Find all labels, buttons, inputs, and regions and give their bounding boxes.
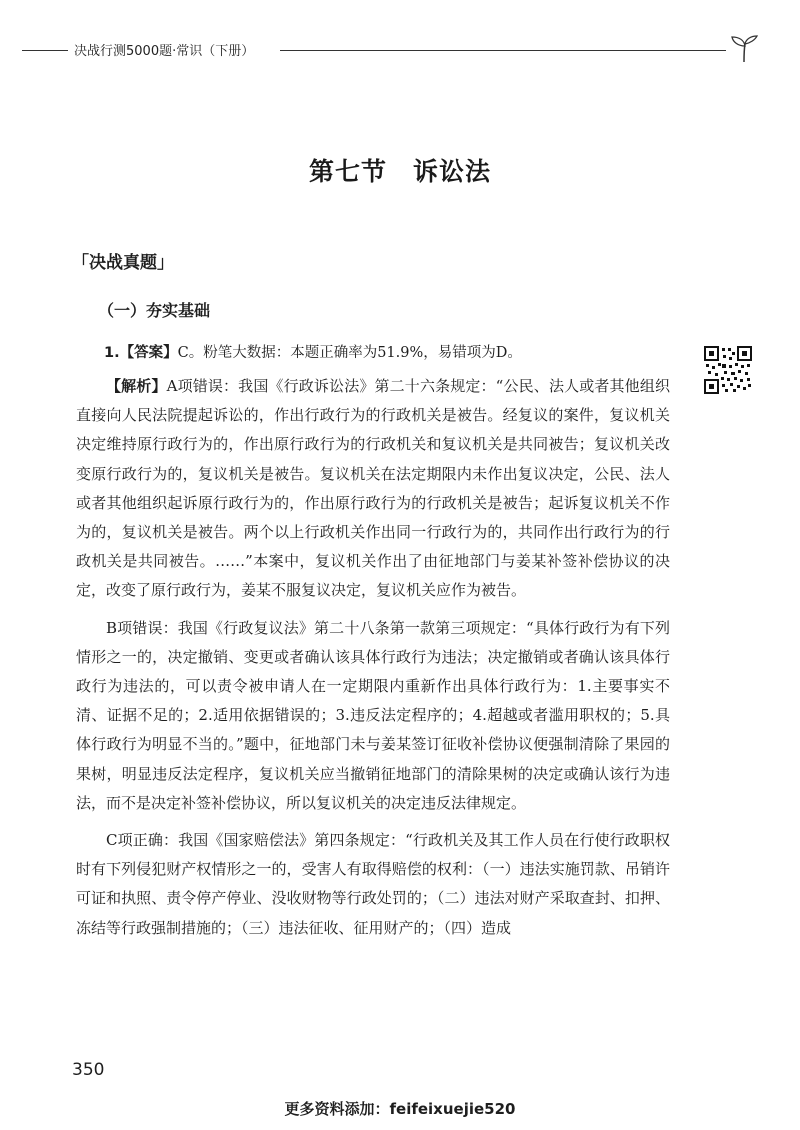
block-heading: 「决战真题」 [72, 253, 174, 273]
qr-code [704, 346, 752, 394]
running-header [0, 38, 800, 62]
analysis-content [76, 372, 670, 951]
book-title: 决战行测5000题·常识（下册） [74, 44, 255, 59]
sprout-icon [728, 34, 762, 64]
analysis-paragraph: C项正确：我国《国家赔偿法》第四条规定：“行政机关及其工作人员在行使行政职权时有下列侵犯财产权情形之一的，受害人有取得赔偿的权利：（一）违法实施罚款、吊销许可证和执照、责令停产停业、没收财物等行政处罚的；（二）违法对财产采取查封、扣押、冻结等行政强制措施的；（三）违法征收、征用财产的；（四）造成 [76, 831, 670, 937]
analysis-paragraph: 【解析】A项错误：我国《行政诉讼法》第二十六条规定：“公民、法人或者其他组织直接向人民法院提起诉讼的，作出行政行为的行政机关是被告。经复议的案件，复议机关决定维持原行政行为的，作出原行政行为的行政机关和复议机关是共同被告；复议机关改变原行政行为的，复议机关是被告。复议机关在法定期限内未作出复议决定，公民、法人或者其他组织起诉原行政行为的，作出原行政行为的行政机关是被告；起诉复议机关不作为的，复议机关是被告。两个以上行政机关作出同一行政行为的，共同作出行政行为的行政机关是共同被告。……”本案中，复议机关作出了由征地部门与姜某补签补偿协议的决定，改变了原行政行为，姜某不服复议决定，复议机关应作为被告。 [76, 377, 670, 600]
section-title [0, 152, 800, 188]
footer-note: 更多资料添加：feifeixuejie520 [284, 1100, 516, 1118]
answer-line [104, 341, 522, 362]
sub-heading: （一）夯实基础 [98, 301, 211, 320]
section-name: 诉讼法 [413, 157, 492, 186]
answer-text: C。粉笔大数据：本题正确率为51.9%，易错项为D。 [177, 345, 522, 361]
analysis-paragraph: B项错误：我国《行政复议法》第二十八条第一款第三项规定：“具体行政行为有下列情形之一的，决定撤销、变更或者确认该具体行政行为违法；决定撤销或者确认该具体行政行为违法的，可以责令被申请人在一定期限内重新作出具体行政行为：1.主要事实不清、证据不足的；2.适用依据错误的；3.违反法定程序的；4.超越或者滥用职权的；5.具体行政行为明显不当的。”题中，征地部门未与姜某签订征收补偿协议便强制清除了果园的果树，明显违反法定程序，复议机关应当撤销征地部门的清除果树的决定或确认该行为违法，而不是决定补签补偿协议，所以复议机关的决定违反法律规定。 [76, 618, 670, 812]
answer-tag: 1.【答案】 [104, 345, 178, 361]
header-rule-left [22, 50, 68, 51]
page-number: 350 [72, 1060, 105, 1080]
analysis-tag: 【解析】 [106, 377, 167, 395]
header-rule-right [280, 50, 726, 51]
section-number: 第七节 [308, 157, 387, 186]
